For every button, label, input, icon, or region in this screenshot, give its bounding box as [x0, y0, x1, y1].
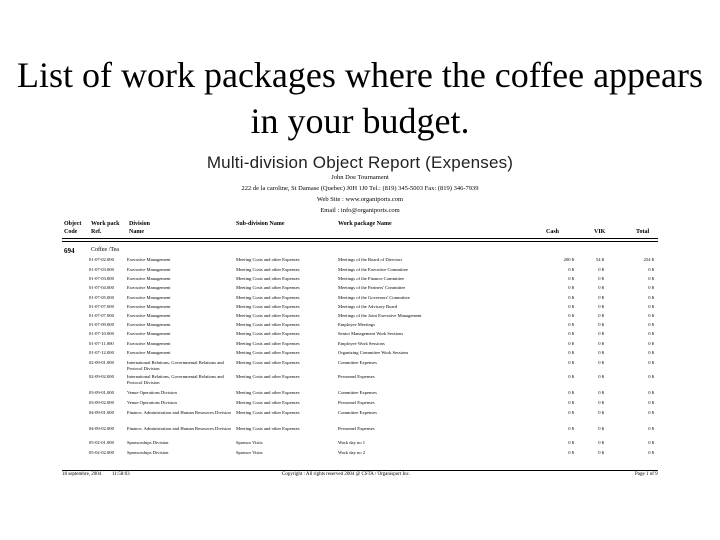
subdivision-cell: Meeting Costs and other Expenses	[236, 295, 300, 300]
work-package-cell: Work day no 1	[338, 440, 366, 445]
vik-cell: 0 $	[598, 331, 604, 336]
work-pack-ref-cell: 01-07-03.000	[89, 267, 114, 272]
vik-cell: 0 $	[598, 374, 604, 379]
work-package-cell: Meetings of the Finance Committee	[338, 276, 405, 281]
subdivision-cell: Meeting Costs and other Expenses	[236, 304, 300, 309]
header-work-package-name: Work package Name	[338, 221, 392, 227]
vik-cell: 0 $	[598, 450, 604, 455]
cash-cell: 0 $	[568, 276, 574, 281]
total-cell: 0 $	[648, 450, 654, 455]
division-cell: Sponsorships Division	[127, 450, 169, 455]
work-pack-ref-cell: 02-09-01.000	[89, 360, 114, 365]
cash-cell: 0 $	[568, 285, 574, 290]
work-package-cell: Committee Expenses	[338, 390, 377, 395]
cash-cell: 0 $	[568, 360, 574, 365]
vik-cell: 54 $	[595, 257, 604, 262]
cash-cell: 0 $	[568, 426, 574, 431]
vik-cell: 0 $	[598, 341, 604, 346]
work-package-cell: Meetings of the Governors' Committee	[338, 295, 410, 300]
division-cell: Executive Management	[127, 331, 171, 336]
work-pack-ref-cell: 04-09-01.000	[89, 410, 114, 415]
vik-cell: 0 $	[598, 285, 604, 290]
header-vik: VIK	[594, 229, 606, 235]
header-rule	[62, 238, 658, 239]
vik-cell: 0 $	[598, 276, 604, 281]
vik-cell: 0 $	[598, 350, 604, 355]
division-cell: Finance, Administration and Human Resources Division	[127, 426, 231, 431]
work-package-cell: Employee Meetings	[338, 322, 375, 327]
total-cell: 0 $	[648, 350, 654, 355]
vik-cell: 0 $	[598, 426, 604, 431]
subdivision-cell: Meeting Costs and other Expenses	[236, 350, 300, 355]
vik-cell: 0 $	[598, 440, 604, 445]
vik-cell: 0 $	[598, 295, 604, 300]
cash-cell: 0 $	[568, 322, 574, 327]
cash-cell: 0 $	[568, 331, 574, 336]
total-cell: 0 $	[648, 313, 654, 318]
work-pack-ref-cell: 01-07-07.000	[89, 304, 114, 309]
work-package-cell: Senior Management Work Sessions	[338, 331, 404, 336]
header-object-code: Object Code	[64, 221, 82, 235]
vik-cell: 0 $	[598, 410, 604, 415]
total-cell: 0 $	[648, 360, 654, 365]
subdivision-cell: Meeting Costs and other Expenses	[236, 257, 300, 262]
cash-cell: 0 $	[568, 410, 574, 415]
footer-page: Page 1 of 9	[635, 472, 658, 477]
subdivision-cell: Meeting Costs and other Expenses	[236, 267, 300, 272]
org-web: Web Site : www.organiports.com	[316, 196, 404, 203]
header-division-name: Division Name	[129, 221, 151, 235]
total-cell: 0 $	[648, 426, 654, 431]
subdivision-cell: Meeting Costs and other Expenses	[236, 285, 300, 290]
total-cell: 0 $	[648, 304, 654, 309]
total-cell: 254 $	[643, 257, 654, 262]
slide-title: List of work packages where the coffee appears in your budget.	[16, 55, 704, 141]
footer-time: 11:58:03	[112, 472, 130, 477]
subdivision-cell: Sponsor Visits	[236, 450, 263, 455]
cash-cell: 0 $	[568, 304, 574, 309]
header-cash: Cash	[546, 229, 560, 235]
division-cell: Sponsorships Division	[127, 440, 169, 445]
division-cell: Executive Management	[127, 257, 171, 262]
work-pack-ref-cell: 01-07-09.000	[89, 322, 114, 327]
work-package-cell: Employee Work Sessions	[338, 341, 385, 346]
work-pack-ref-cell: 01-07-07.000	[89, 313, 114, 318]
subdivision-cell: Meeting Costs and other Expenses	[236, 276, 300, 281]
division-cell: Executive Management	[127, 276, 171, 281]
work-pack-ref-cell: 03-09-02.000	[89, 400, 114, 405]
total-cell: 0 $	[648, 295, 654, 300]
org-name: John Doe Tournament	[331, 174, 389, 181]
object-name: Coffee /Tea	[91, 247, 119, 253]
subdivision-cell: Meeting Costs and other Expenses	[236, 410, 300, 415]
vik-cell: 0 $	[598, 313, 604, 318]
division-cell: Executive Management	[127, 295, 171, 300]
division-cell: Venue Operations Division	[127, 400, 177, 405]
subdivision-cell: Meeting Costs and other Expenses	[236, 322, 300, 327]
work-package-cell: Meetings of the Advisory Board	[338, 304, 398, 309]
division-cell: Executive Management	[127, 313, 171, 318]
header-total: Total	[636, 229, 650, 235]
work-package-cell: Work day no 2	[338, 450, 366, 455]
subdivision-cell: Meeting Costs and other Expenses	[236, 390, 300, 395]
footer-date: 18 septembre, 2004	[62, 472, 102, 477]
division-cell: Executive Management	[127, 285, 171, 290]
work-pack-ref-cell: 01-07-02.000	[89, 257, 114, 262]
cash-cell: 200 $	[563, 257, 574, 262]
work-pack-ref-cell: 05-02-01.000	[89, 440, 114, 445]
subdivision-cell: Sponsor Visits	[236, 440, 263, 445]
subdivision-cell: Meeting Costs and other Expenses	[236, 360, 300, 365]
vik-cell: 0 $	[598, 267, 604, 272]
cash-cell: 0 $	[568, 440, 574, 445]
total-cell: 0 $	[648, 322, 654, 327]
division-cell: Executive Management	[127, 322, 171, 327]
work-package-cell: Meetings of the Executive Committee	[338, 267, 408, 272]
division-cell: International Relations, Governmental Relations and Protocol Division	[127, 360, 224, 371]
vik-cell: 0 $	[598, 390, 604, 395]
work-pack-ref-cell: 01-07-10.000	[89, 331, 114, 336]
cash-cell: 0 $	[568, 400, 574, 405]
cash-cell: 0 $	[568, 390, 574, 395]
total-cell: 0 $	[648, 400, 654, 405]
vik-cell: 0 $	[598, 322, 604, 327]
division-cell: Executive Management	[127, 304, 171, 309]
division-cell: Executive Management	[127, 341, 171, 346]
work-pack-ref-cell: 01-07-03.000	[89, 276, 114, 281]
work-package-cell: Personnel Expenses	[338, 400, 375, 405]
vik-cell: 0 $	[598, 400, 604, 405]
total-cell: 0 $	[648, 267, 654, 272]
subdivision-cell: Meeting Costs and other Expenses	[236, 341, 300, 346]
work-pack-ref-cell: 04-09-02.000	[89, 426, 114, 431]
total-cell: 0 $	[648, 285, 654, 290]
footer-copyright: Copyright : All rights reserved 2004 @ CSTA / Organisport Inc.	[282, 472, 411, 477]
vik-cell: 0 $	[598, 360, 604, 365]
total-cell: 0 $	[648, 341, 654, 346]
subdivision-cell: Meeting Costs and other Expenses	[236, 331, 300, 336]
work-package-cell: Meetings of the Board of Directors	[338, 257, 403, 262]
header-rule-secondary	[62, 241, 658, 242]
subdivision-cell: Meeting Costs and other Expenses	[236, 374, 300, 379]
cash-cell: 0 $	[568, 374, 574, 379]
subdivision-cell: Meeting Costs and other Expenses	[236, 426, 300, 431]
total-cell: 0 $	[648, 390, 654, 395]
cash-cell: 0 $	[568, 450, 574, 455]
total-cell: 0 $	[648, 410, 654, 415]
work-package-cell: Meetings of the Joint Executive Management	[338, 313, 422, 318]
subdivision-cell: Meeting Costs and other Expenses	[236, 313, 300, 318]
total-cell: 0 $	[648, 276, 654, 281]
work-pack-ref-cell: 01-07-11.000	[89, 341, 114, 346]
object-code: 694	[64, 247, 75, 255]
vik-cell: 0 $	[598, 304, 604, 309]
report-title: Multi-division Object Report (Expenses)	[206, 153, 514, 172]
subdivision-cell: Meeting Costs and other Expenses	[236, 400, 300, 405]
work-pack-ref-cell: 02-09-02.000	[89, 374, 114, 379]
cash-cell: 0 $	[568, 295, 574, 300]
work-package-cell: Organizing Committee Work Sessions	[338, 350, 409, 355]
work-pack-ref-cell: 01-07-12.000	[89, 350, 114, 355]
work-package-cell: Meetings of the Partners' Committee	[338, 285, 406, 290]
header-subdivision-name: Sub-division Name	[236, 221, 285, 227]
division-cell: Finance, Administration and Human Resources Division	[127, 410, 231, 415]
total-cell: 0 $	[648, 440, 654, 445]
work-package-cell: Committee Expenses	[338, 360, 377, 365]
cash-cell: 0 $	[568, 341, 574, 346]
work-pack-ref-cell: 01-07-05.000	[89, 295, 114, 300]
total-cell: 0 $	[648, 374, 654, 379]
work-pack-ref-cell: 03-09-01.000	[89, 390, 114, 395]
org-address: 222 de la caroline, St Damase (Quebec) J0H 1J0 Tel.: (819) 345-5003 Fax: (819) 346-7939	[241, 185, 479, 192]
division-cell: International Relations, Governmental Relations and Protocol Division	[127, 374, 224, 385]
cash-cell: 0 $	[568, 267, 574, 272]
division-cell: Venue Operations Division	[127, 390, 177, 395]
work-pack-ref-cell: 05-02-02.000	[89, 450, 114, 455]
org-email: Email : info@organiports.com	[320, 207, 400, 214]
footer-rule	[62, 470, 658, 471]
work-package-cell: Personnel Expenses	[338, 426, 375, 431]
header-work-pack-ref: Work pack Ref.	[91, 221, 120, 235]
cash-cell: 0 $	[568, 350, 574, 355]
report-page	[62, 150, 658, 485]
work-pack-ref-cell: 01-07-04.000	[89, 285, 114, 290]
total-cell: 0 $	[648, 331, 654, 336]
division-cell: Executive Management	[127, 350, 171, 355]
work-package-cell: Personnel Expenses	[338, 374, 375, 379]
division-cell: Executive Management	[127, 267, 171, 272]
cash-cell: 0 $	[568, 313, 574, 318]
work-package-cell: Committee Expenses	[338, 410, 377, 415]
